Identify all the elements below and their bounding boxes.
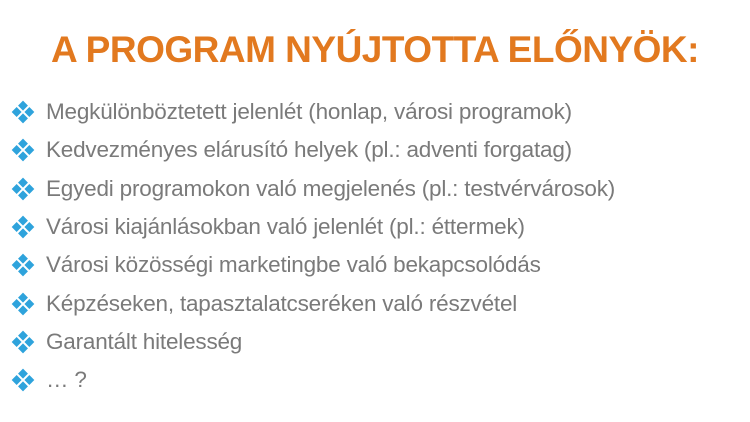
list-item [13,170,750,208]
list-item [13,208,750,246]
benefits-list [0,93,750,399]
bullet-text: Képzéseken, tapasztalatcseréken való részvétel [46,290,518,316]
diamond-bullet-icon [12,254,35,277]
bullet-text: Városi kiajánlásokban való jelenlét (pl.: éttermek) [46,214,525,240]
bullet-text: Garantált hitelesség [46,328,243,354]
bullet-text: … ? [46,367,87,393]
list-item [13,323,750,361]
diamond-bullet-icon [12,101,35,124]
diamond-bullet-icon [12,369,35,392]
diamond-bullet-icon [12,331,35,354]
list-item [13,93,750,131]
list-item [13,246,750,284]
list-item [13,284,750,322]
diamond-bullet-icon [12,216,35,239]
diamond-bullet-icon [12,292,35,315]
bullet-text: Kedvezményes elárusító helyek (pl.: adventi forgatag) [46,137,572,163]
bullet-text: Egyedi programokon való megjelenés (pl.: testvérvárosok) [46,175,616,201]
slide-title: A PROGRAM NYÚJTOTTA ELŐNYÖK: [51,29,699,70]
list-item [13,131,750,169]
diamond-bullet-icon [12,139,35,162]
list-item [13,361,750,399]
bullet-text: Városi közösségi marketingbe való bekapcsolódás [46,252,541,278]
bullet-text: Megkülönböztetett jelenlét (honlap, városi programok) [46,99,572,125]
diamond-bullet-icon [12,177,35,200]
